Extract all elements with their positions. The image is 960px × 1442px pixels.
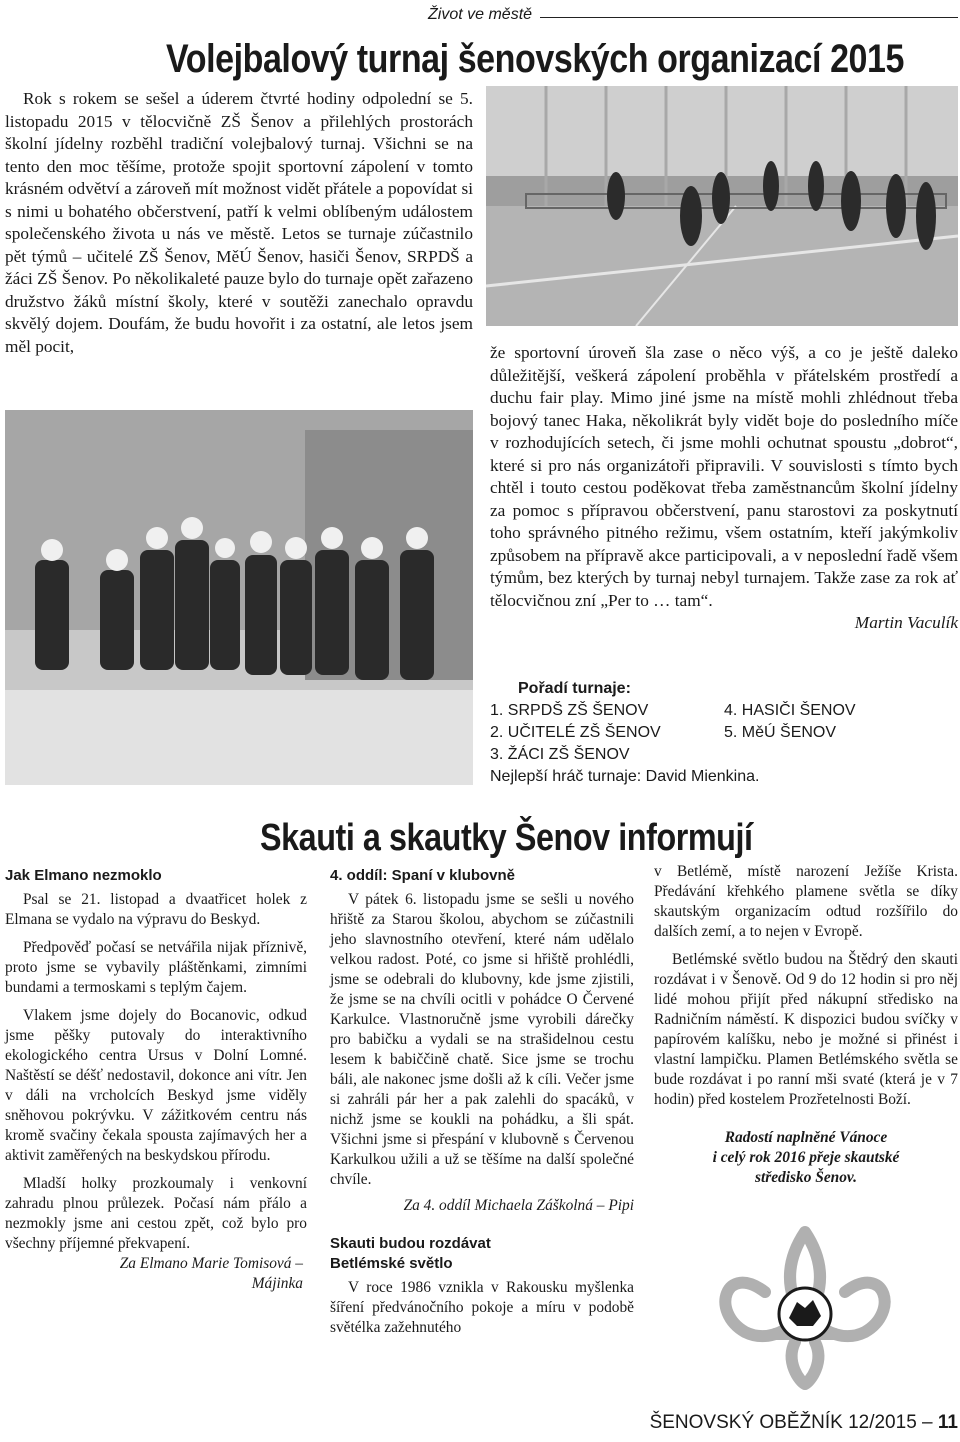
betlem-paragraph: Betlémské světlo budou na Štědrý den skauti rozdávat i v Šenově. Od 9 do 12 hodin si pro něj lidé mohou přijít před nákupní středisko na Radničním náměstí. K dispozici budou svíčky v papírovém kalíšku, nebo je možné si přinést i vlastní lampičku. Plamen Betlémského světla se bude rozdávat i po ranní mši svaté (která je v 7 hodin) před kostelem Prozřetelnosti Boží.	[654, 951, 958, 1108]
elmano-paragraph: Psal se 21. listopad a dvaatřicet holek z Elmana se vydalo na výpravu do Beskyd.	[5, 891, 307, 928]
elmano-signature: Za Elmano Marie Tomisová –	[119, 1255, 303, 1272]
article1-author: Martin Vaculík	[854, 613, 958, 632]
ranking-row	[490, 744, 958, 766]
article1-column1	[5, 88, 473, 358]
oddil-signature: Za 4. oddíl Michaela Záškolná – Pipi	[403, 1197, 634, 1214]
photo-volleyball-match-image	[486, 86, 958, 326]
greeting-line: i celý rok 2016 přeje skautské	[712, 1149, 900, 1166]
betlem-paragraph: V roce 1986 vznikla v Rakousku myšlenka šíření předvánočního pokoje a míru v podobě světélka zažehnutého	[330, 1279, 634, 1336]
betlem-heading: Skauti budou rozdávat	[330, 1235, 491, 1252]
ranking-item: 1. SRPDŠ ZŠ ŠENOV	[490, 702, 649, 719]
oddil-paragraph: V pátek 6. listopadu jsme se sešli u nového hřiště za Starou školou, abychom se zúčastnili jeho slavnostního otevření, které nám udělalo velkou radost. Poté, co jsme si hřiště prohlédli, jsme se odebrali do klubovny, kde jsme zjistili, že jsme se na chvíli ocitli v pohádce O Červené Karkulce. Vlastnoručně jsme vyrobili dárečky pro babičku a vydali se na strašidelnou cestu lesem k babiččině chatě. Sice jsme se trochu báli, ale nakonec jsme došli až k cíli. Večer jsme si zahráli pár her a pak zalehli do spacáků, v nichž jsme se koukli na pohádku, a šli spát. Všichni jsme si přespání v klubovně s Červenou Karkulkou užili a už se těšíme na další společné chvíle.	[330, 891, 634, 1188]
page-footer	[590, 1412, 958, 1434]
elmano-signature: Májinka	[251, 1275, 303, 1292]
article1-column2	[490, 342, 958, 635]
article1-col2-text: že sportovní úroveň šla zase o něco výš, a co je ještě daleko důležitější, veškerá zápolení proběhla v přátelském prostředí a duchu fair play. Mimo jiné jsme na místě mohli zhlédnout třeba bojový tanec Haka, několikrát byly vidět boje do posledního míče v rozhodujících setech, či jsme mohli ochutnat spoustu „dobrot“, které si pro nás organizátoři připravili. V souvislosti s tímto bych chtěl i touto cestou poděkovat třeba zaměstnancům školní jídelny za pomoc s přípravou občerstvení, panu starostovi za poskytnutí toho správného pitného režimu, všem ostatním, kteří jakýmkoliv způsobem na přípravě akce participovali, a v neposlední řadě všem týmům, bez kterých by turnaj nebyl turnajem. Takže zase za rok ať tělocvičnou zní „Per to … tam“.	[490, 343, 958, 610]
greeting-line: středisko Šenov.	[754, 1169, 858, 1186]
publication-name: ŠENOVSKÝ OBĚŽNÍK 12/2015	[649, 1412, 917, 1433]
elmano-paragraph: Vlakem jsme dojely do Bocanovic, odkud jsme pěšky putovaly do interaktivního ekologického centra Ursus v Dolní Lomné. Naštěstí se déšť nedostavil, dokonce ani vítr. Jen v dáli na vrcholcích Beskyd jsme viděly sněhovou pokrývku. V zážitkovém centru nás kromě svačiny čekala spousta zajímavých her a aktivit zaměřených na beskydskou přírodu.	[5, 1007, 307, 1164]
photo-team-group	[5, 410, 473, 785]
photo-volleyball-match	[486, 86, 958, 326]
betlem-article-continued	[654, 862, 958, 1188]
greeting-line: Radostí naplněné Vánoce	[724, 1129, 888, 1146]
elmano-heading: Jak Elmano nezmoklo	[5, 867, 162, 884]
oddil-heading: 4. oddíl: Spaní v klubovně	[330, 867, 516, 884]
footer-separator: –	[922, 1412, 938, 1433]
scout-lily-icon	[705, 1222, 905, 1394]
ranking-row	[490, 722, 958, 744]
ranking-title: Pořadí turnaje:	[518, 680, 631, 697]
elmano-paragraph: Mladší holky prozkoumaly i venkovní zahradu plnou průlezek. Počasí nám přálo a nezmokly jsme ani cestou zpět, což bylo pro všechny příjemné překvapení.	[5, 1175, 307, 1252]
oddil-article	[330, 866, 634, 1338]
christmas-greeting	[654, 1128, 958, 1188]
page-number: 11	[937, 1412, 958, 1433]
ranking-row	[490, 700, 958, 722]
ranking-item: 5. MěÚ ŠENOV	[724, 724, 837, 741]
elmano-article	[5, 866, 307, 1294]
betlem-paragraph: v Betlémě, místě narození Ježíše Krista. Předávání křehkého plamene světla se díky skautským organizacím odtud rozšířilo do dalších zemí, a to nejen v Evropě.	[654, 863, 958, 940]
elmano-paragraph: Předpověď počasí se netvářila nijak příznivě, proto jsme se vybavily pláštěnkami, zimními bundami a termoskami s teplým čajem.	[5, 939, 307, 996]
article1-col1-text: Rok s rokem se sešel a úderem čtvrté hodiny odpolední se 5. listopadu 2015 v tělocvičně ZŠ Šenov a přilehlých prostorách školní jídelny rozběhl tradiční volejbalový turnaj. Všichni se na tento den moc těšíme, protože spojit sportovní zápolení v tomto krásném odvětví a zároveň mít možnost vidět přátele a popovídat si s nimi u bohatého občerstvení, patří k velmi oblíbeným událostem společenského života u nás ve městě. Letos se turnaje zúčastnilo pět týmů – učitelé ZŠ Šenov, MěÚ Šenov, hasiči Šenov, SRPDŠ a žáci ZŠ Šenov. Po několikaleté pauze bylo do turnaje opět zařazeno družstvo žáků místní školy, které v soutěži zanechalo opravdu skvělý dojem. Doufám, že budu hovořit i za ostatní, ale letos jsem měl pocit,	[5, 89, 473, 356]
betlem-heading: Betlémské světlo	[330, 1255, 453, 1272]
scout-lily-logo	[705, 1222, 905, 1394]
photo-team-group-image	[5, 410, 473, 785]
ranking-item: 2. UČITELÉ ZŠ ŠENOV	[490, 724, 661, 741]
ranking-item: 3. ŽÁCI ZŠ ŠENOV	[490, 746, 630, 763]
article2-title: Skauti a skautky Šenov informují	[260, 817, 753, 859]
section-label-text: Život ve městě	[428, 6, 540, 24]
ranking-item: 4. HASIČI ŠENOV	[724, 702, 856, 719]
article1-title: Volejbalový turnaj šenovských organizací 2015	[166, 37, 905, 81]
ranking-box	[490, 678, 958, 788]
best-player: Nejlepší hráč turnaje: David Mienkina.	[490, 768, 760, 785]
